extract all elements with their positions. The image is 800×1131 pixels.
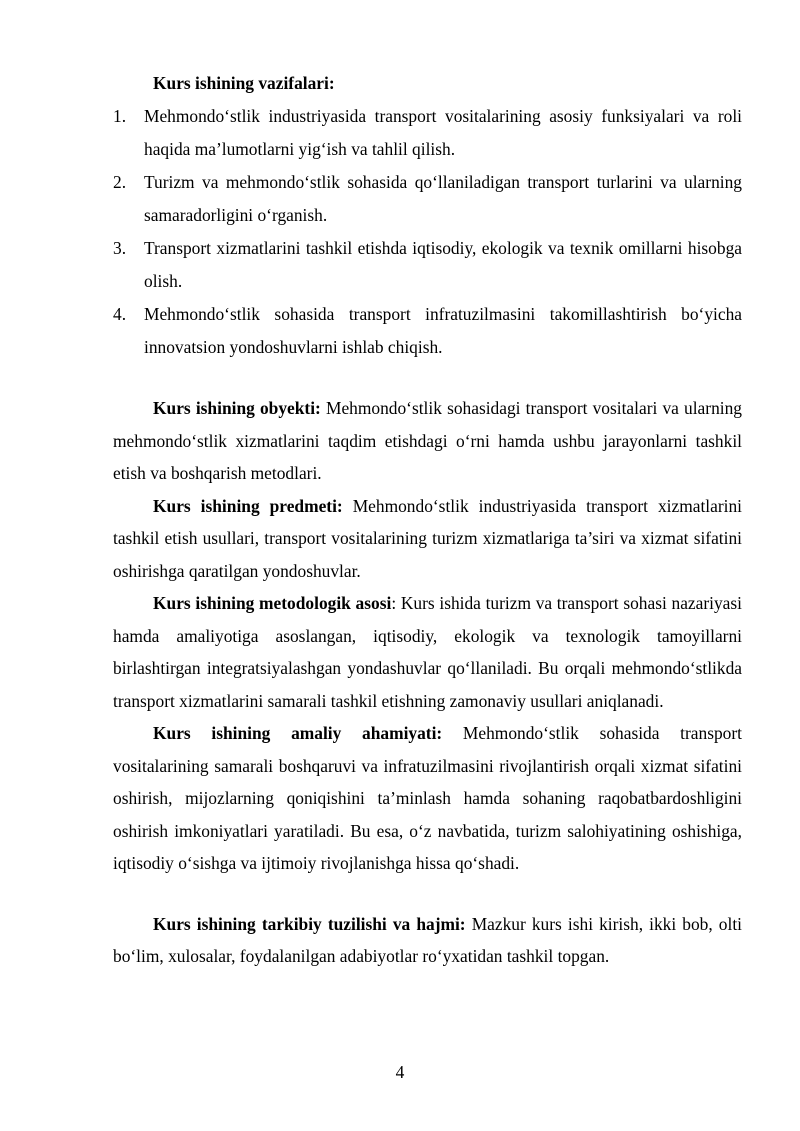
list-item-number: 1. [113,106,127,126]
paragraph-subject [113,490,742,588]
paragraph-label: Kurs ishining tarkibiy tuzilishi va hajmi: [153,913,466,934]
paragraph-label: Kurs ishining amaliy ahamiyati: [153,723,443,743]
list-item [113,100,742,166]
paragraph-text: Mehmondo‘stlik industriyasida transport xizmatlarini tashkil etish usullari, transport vositalarining turizm xizmatlariga ta’siri va xizmat sifatini oshirishga qaratilgan yondoshuvlar. [113,495,742,581]
tasks-heading: Kurs ishining vazifalari: [153,73,335,93]
document-page [113,66,742,973]
paragraph-text: : Kurs ishida turizm va transport sohasi nazariyasi hamda amaliyotiga asoslangan, iqtisodiy, ekologik va texnologik tamoyillarni birlashtirgan integratsiyalashgan yondashuvlar qo‘llaniladi. Bu orqali mehmondo‘stlikda transport xizmatlarini samarali tashkil etishning zamonaviy usullari aniqlanadi. [113,593,742,711]
list-item-text: Mehmondo‘stlik industriyasida transport vositalarining asosiy funksiyalari va roli haqida ma’lumotlarni yig‘ish va tahlil qilish. [144,106,742,159]
paragraph-practical-significance [113,717,742,880]
paragraph-text: Mehmondo‘stlik sohasidagi transport vositalari va ularning mehmondo‘stlik xizmatlarini taqdim etishdagi o‘rni hamda ushbu jarayonlarni tashkil etish va boshqarish metodlari. [113,398,742,483]
list-item-number: 2. [113,172,127,192]
paragraph-structure [113,908,742,973]
list-item-text: Turizm va mehmondo‘stlik sohasida qo‘llaniladigan transport turlarini va ularning samaradorligini o‘rganish. [144,172,742,225]
paragraph-label: Kurs ishining predmeti: [153,495,343,516]
list-item [113,166,742,232]
list-item [113,298,742,364]
list-item [113,232,742,298]
paragraph-methodology [113,587,742,717]
page-number: 4 [395,1062,405,1082]
list-item-text: Transport xizmatlarini tashkil etishda iqtisodiy, ekologik va texnik omillarni hisobga olish. [144,238,742,291]
paragraph-text: Mazkur kurs ishi kirish, ikki bob, olti bo‘lim, xulosalar, foydalanilgan adabiyotlar ro‘yxatidan tashkil topgan. [113,913,742,966]
paragraph-label: Kurs ishining obyekti: [153,398,321,418]
tasks-list [113,100,742,364]
list-item-number: 4. [113,304,127,324]
spacer [113,364,742,392]
list-item-number: 3. [113,238,127,258]
paragraph-object [113,392,742,490]
spacer [113,880,742,908]
paragraph-text: Mehmondo‘stlik sohasida transport vositalarining samarali boshqaruvi va infratuzilmasini rivojlantirish orqali xizmat sifatini oshirish, mijozlarning qoniqishini ta’minlash hamda sohaning raqobatbardoshligini oshirish imkoniyatlari yaratiladi. Bu esa, o‘z navbatida, turizm salohiyatining oshishiga, iqtisodiy o‘sishga va ijtimoiy rivojlanishga hissa qo‘shadi. [113,723,742,873]
list-item-text: Mehmondo‘stlik sohasida transport infratuzilmasini takomillashtirish bo‘yicha innovatsion yondoshuvlarni ishlab chiqish. [144,304,742,357]
paragraph-label: Kurs ishining metodologik asosi [153,593,392,613]
